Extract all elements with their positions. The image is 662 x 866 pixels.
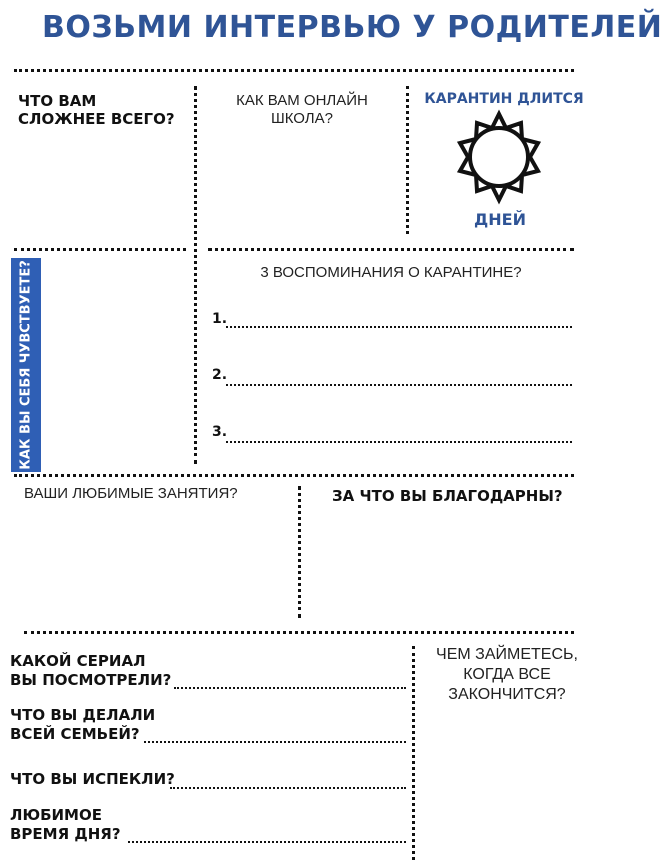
sun-icon — [446, 112, 552, 202]
page-title: ВОЗЬМИ ИНТЕРВЬЮ У РОДИТЕЛЕЙ — [42, 10, 662, 45]
memories-title: 3 ВОСПОМИНАНИЯ О КАРАНТИНЕ? — [260, 264, 522, 281]
divider-row-4 — [24, 631, 574, 634]
quarantine-label-top: КАРАНТИН ДЛИТСЯ — [424, 91, 584, 107]
memory-line-3[interactable] — [226, 441, 572, 443]
question-time-line-2: ВРЕМЯ ДНЯ? — [10, 825, 121, 843]
question-baked: ЧТО ВЫ ИСПЕКЛИ? — [10, 770, 175, 788]
question-family-line-1: ЧТО ВЫ ДЕЛАЛИ — [10, 706, 156, 724]
feelings-panel — [11, 258, 41, 472]
answer-line-series[interactable] — [174, 687, 406, 689]
divider-row-2-left — [14, 248, 186, 251]
divider-top — [14, 69, 574, 72]
answer-line-time[interactable] — [128, 841, 406, 843]
quarantine-label-bottom: ДНЕЙ — [474, 210, 526, 229]
question-hardest: ЧТО ВАМ СЛОЖНЕЕ ВСЕГО? — [18, 92, 175, 128]
question-feel: КАК ВЫ СЕБЯ ЧУВСТВУЕТЕ? — [18, 260, 34, 470]
memory-number-1: 1. — [212, 311, 228, 327]
divider-row-2-right — [208, 248, 574, 251]
memory-number-2: 2. — [212, 367, 228, 383]
divider-row-3 — [14, 474, 574, 477]
answer-line-family[interactable] — [144, 741, 406, 743]
question-hobbies: ВАШИ ЛЮБИМЫЕ ЗАНЯТИЯ? — [24, 485, 238, 502]
question-series-line-2: ВЫ ПОСМОТРЕЛИ? — [10, 671, 172, 689]
question-online-school: КАК ВАМ ОНЛАЙН ШКОЛА? — [236, 92, 368, 127]
question-family-line-2: ВСЕЙ СЕМЬЕЙ? — [10, 725, 140, 743]
question-time-line-1: ЛЮБИМОЕ — [10, 806, 102, 824]
memory-line-2[interactable] — [226, 384, 572, 386]
question-after: ЧЕМ ЗАЙМЕТЕСЬ, КОГДА ВСЕ ЗАКОНЧИТСЯ? — [436, 646, 578, 703]
divider-v-4 — [412, 646, 415, 860]
memory-number-3: 3. — [212, 424, 228, 440]
answer-line-baked[interactable] — [170, 787, 406, 789]
question-series-line-1: КАКОЙ СЕРИАЛ — [10, 652, 146, 670]
divider-v-2 — [406, 86, 409, 234]
question-grateful: ЗА ЧТО ВЫ БЛАГОДАРНЫ? — [332, 487, 563, 505]
divider-v-3 — [298, 486, 301, 618]
memory-line-1[interactable] — [226, 326, 572, 328]
divider-v-1 — [194, 86, 197, 464]
